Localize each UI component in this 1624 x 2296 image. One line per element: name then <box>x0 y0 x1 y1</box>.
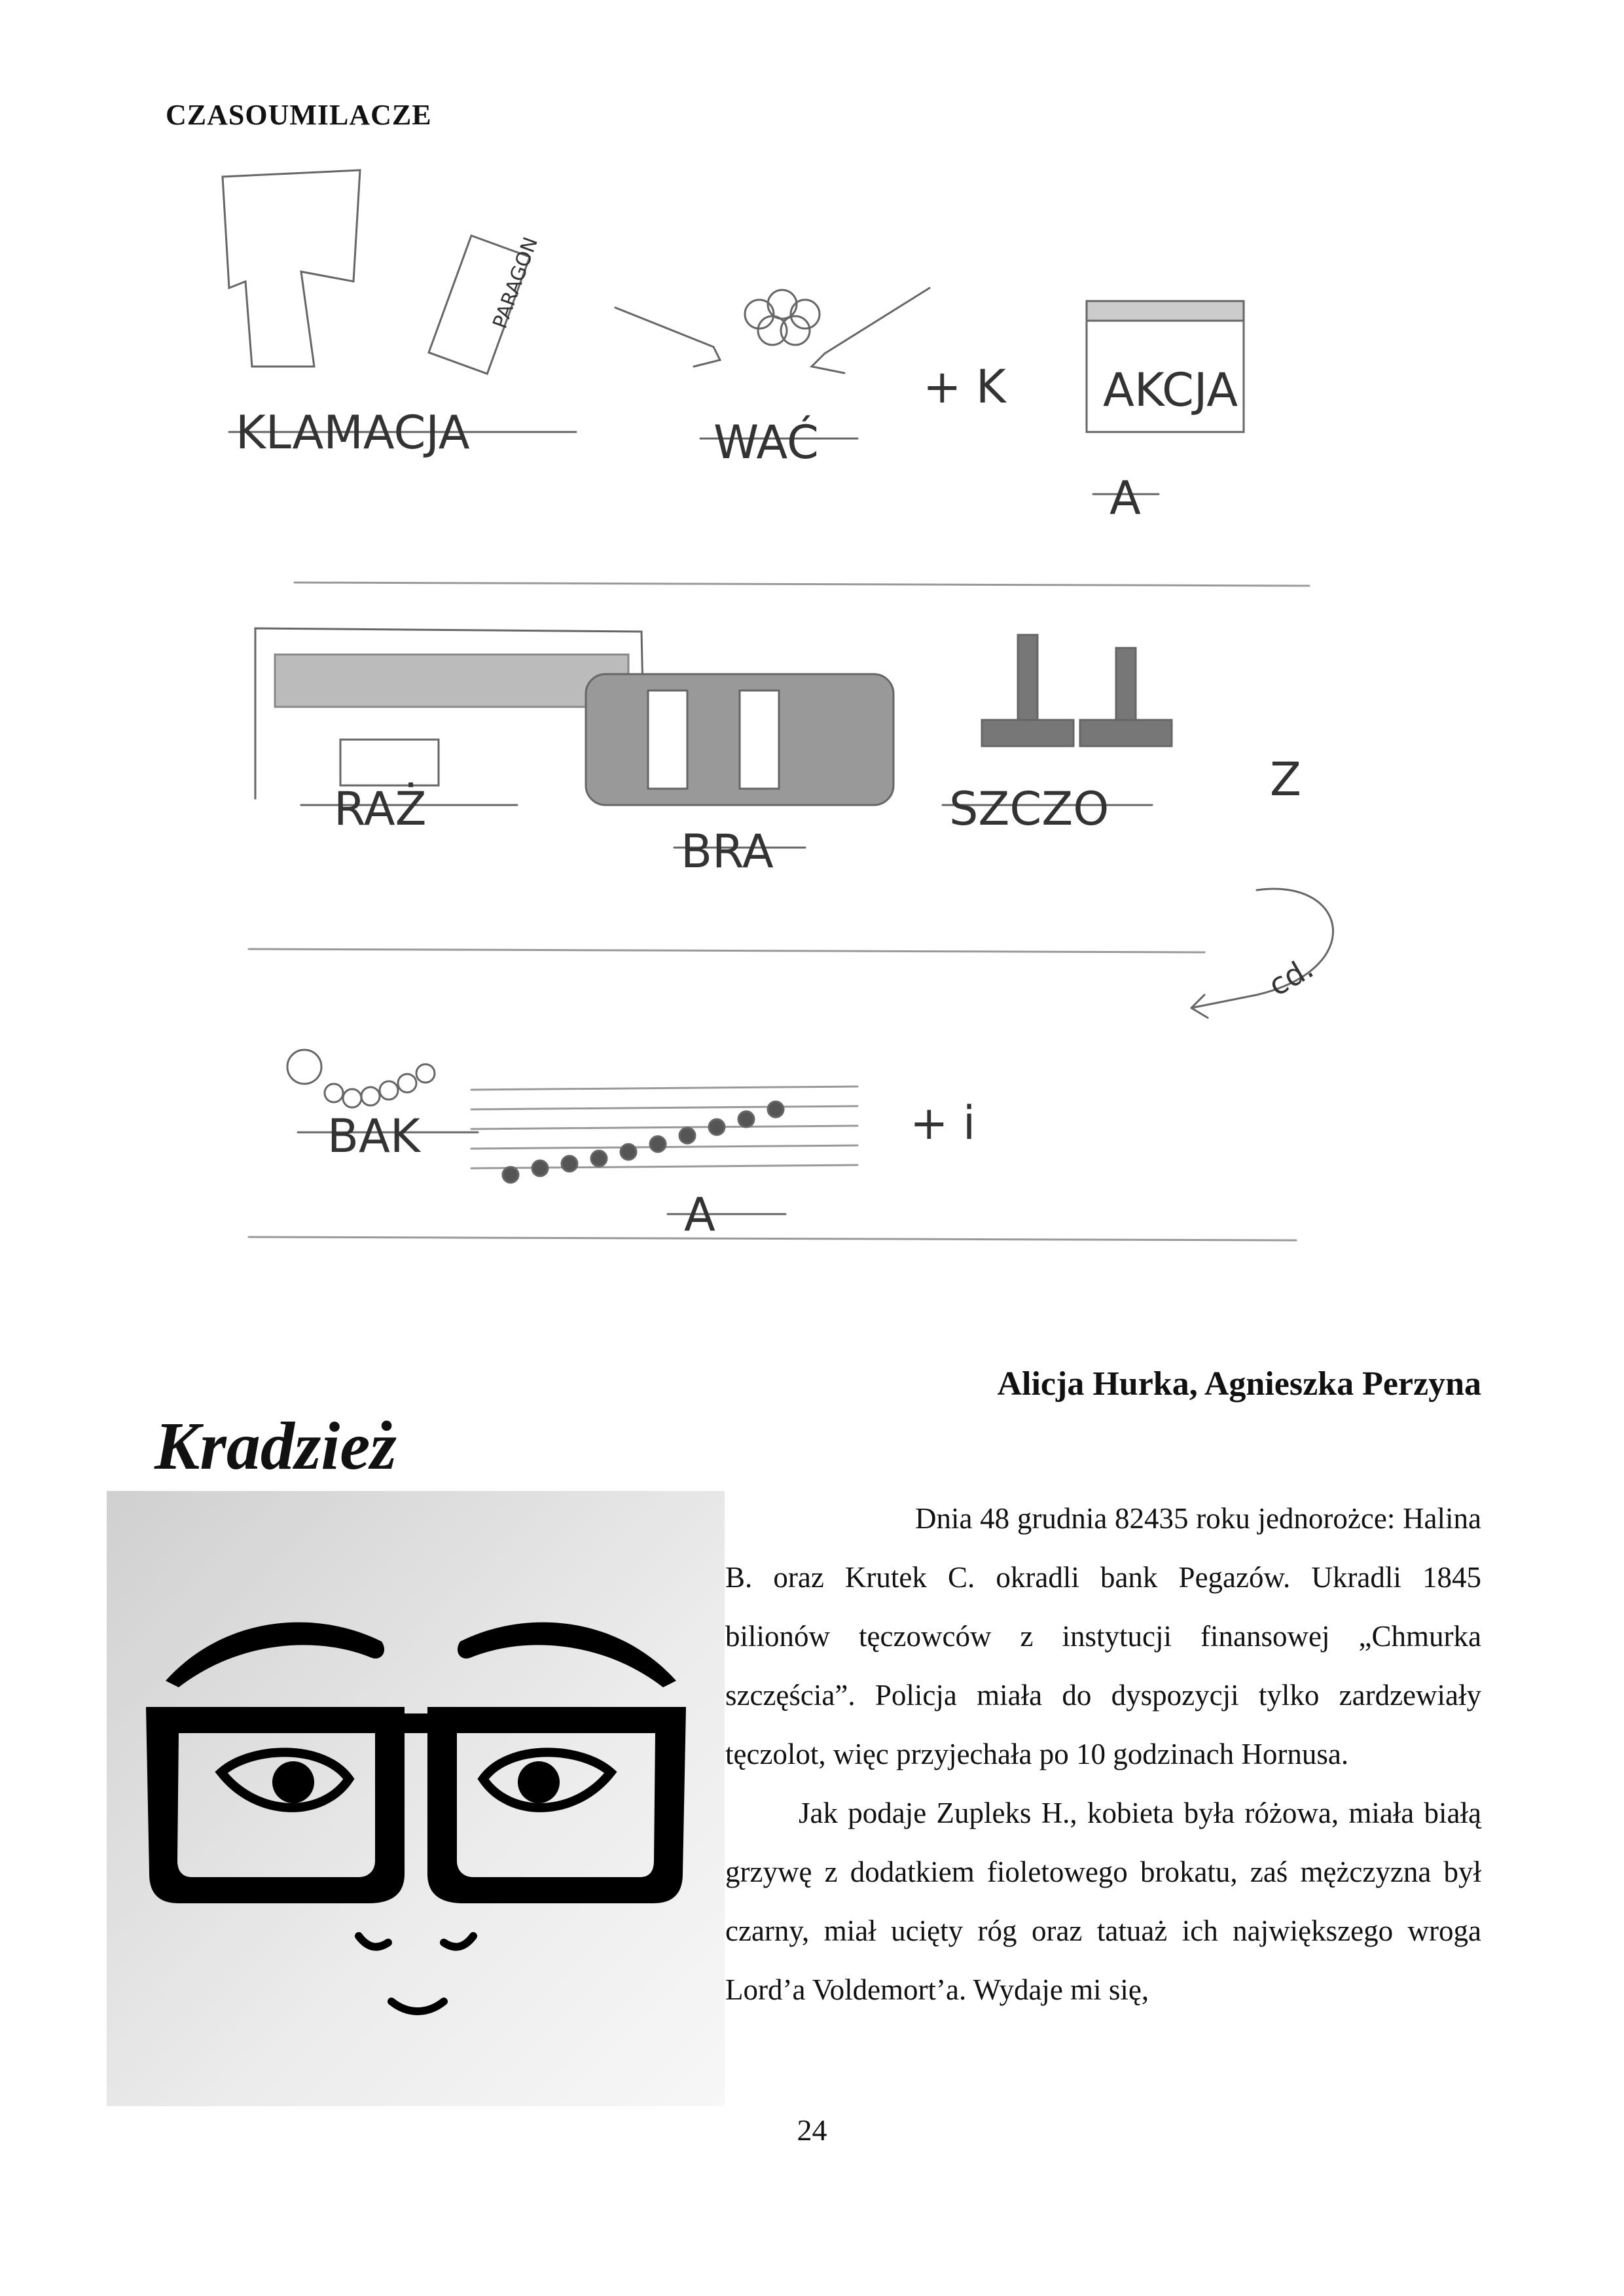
music-staff-drawing <box>471 1086 857 1168</box>
article-body <box>725 1489 1481 2019</box>
rebus-word-klamacja: KLAMACJA <box>236 406 470 459</box>
left-pupil <box>272 1761 314 1803</box>
page-number: 24 <box>797 2113 827 2147</box>
receipt-label: PARAGON <box>488 234 543 332</box>
rebus-drawing <box>196 151 1440 1263</box>
glasses-bridge <box>401 1713 431 1733</box>
rebus-word-bak: BAK <box>327 1109 420 1163</box>
shirt-drawing <box>223 170 360 367</box>
caterpillar-drawing <box>287 1050 435 1107</box>
glasses-face-illustration <box>107 1491 725 2106</box>
article-paragraph-1: Dnia 48 grudnia 82435 roku jednorożce: Halina B. oraz Krutek C. okradli bank Pegazów. Ukradli 1845 bilionów tęczowców z instytucji finansowej „Chmurka szczęścia”. Policja miała do dyspozycji tylko zardzewiały tęczolot, więc przyjechała po 10 godzinach Hornusa. <box>725 1502 1481 1770</box>
arrow-drawing <box>1191 889 1333 1018</box>
rebus-letter-a-2: A <box>684 1188 715 1242</box>
article-title: Kradzież <box>154 1408 397 1484</box>
rebus-plus-i: + i <box>910 1096 976 1150</box>
article-paragraph-2: Jak podaje Zupleks H., kobieta była różowa, miała białą grzywę z dodatkiem fioletowego brokatu, zaś mężczyzna był czarny, miał ucięty róg oraz tatuaż ich największego wroga Lord’a Voldemort’a. Wydaje mi się, <box>725 1797 1481 2006</box>
section-title: CZASOUMILACZE <box>166 99 432 131</box>
brushes-drawing <box>982 635 1172 746</box>
rebus-word-bra: BRA <box>681 825 774 878</box>
article-author: Alicja Hurka, Agnieszka Perzyna <box>997 1365 1481 1403</box>
flower-drawing <box>745 290 820 345</box>
continue-note: cd. <box>1262 950 1320 1003</box>
rebus-word-wac: WAĆ <box>713 416 819 469</box>
wardrobe-drawing <box>586 674 893 805</box>
rebus-letter-z: Z <box>1270 753 1301 806</box>
clapper-label: AKCJA <box>1103 363 1238 417</box>
hands-drawing <box>615 288 929 373</box>
rebus-letter-a-1: A <box>1110 471 1141 525</box>
rebus-plus-k: + K <box>923 360 1006 414</box>
rebus-word-szczo: SZCZO <box>949 782 1110 836</box>
right-pupil <box>518 1761 560 1803</box>
rebus-word-raz: RAŻ <box>334 782 427 836</box>
music-notes-drawing <box>503 1102 784 1183</box>
